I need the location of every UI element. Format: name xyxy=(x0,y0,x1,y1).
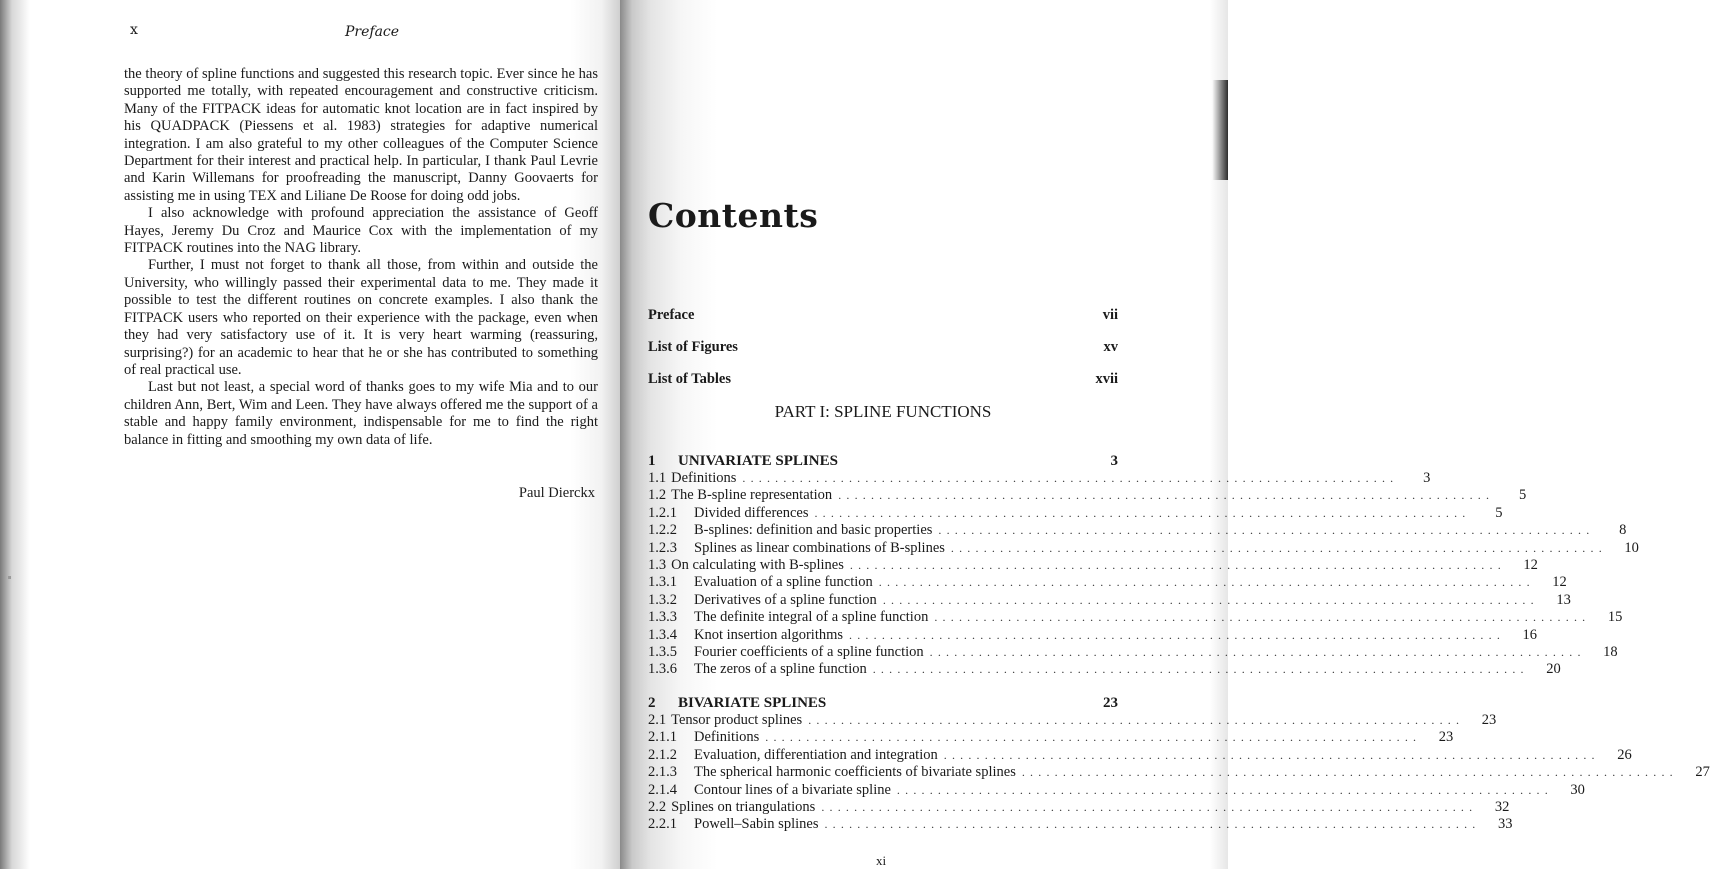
toc-entry-title: Definitions xyxy=(671,470,737,486)
toc-leader-dots: ................................................................................ xyxy=(896,782,1553,797)
contents-title: Contents xyxy=(648,196,819,235)
toc-entry-label xyxy=(648,470,736,487)
toc-entry-number: 1.3.5 xyxy=(648,643,677,660)
preface-paragraph: the theory of spline functions and suggested this research topic. Ever since he has supported me totally, with repeated encouragement and constructive criticism. Many of the FITPACK ideas for automatic knot location are in fact inspired by his QUADPACK (Piessens et al. 1983) strategies for adaptive numerical integration. I am also grateful to my other colleagues of the Computer Science Department for their interest and practical help. In particular, I thank Paul Levrie and Karin Willemans for proofreading the manuscript, Danny Goovaerts for assisting me in using TEX and Liliane De Roose for doing odd jobs. xyxy=(124,66,598,204)
toc-entry-page: 12 xyxy=(1523,556,1538,573)
toc-entry[interactable] xyxy=(648,609,1623,626)
toc-entry-number: 1.2.2 xyxy=(648,522,677,539)
toc-entry[interactable] xyxy=(648,539,1639,557)
toc-leader-dots: ................................................................................ xyxy=(934,610,1591,625)
toc-entry-number: 1.2.1 xyxy=(648,504,677,521)
toc-front-page: vii xyxy=(1102,307,1118,323)
toc-entry[interactable] xyxy=(648,781,1585,799)
toc-entry-title: The spherical harmonic coefficients of bivariate splines xyxy=(694,764,1016,781)
toc-entry[interactable] xyxy=(648,798,1510,816)
toc-leader-dots: ................................................................................ xyxy=(950,540,1607,555)
toc-entry-page: 27 xyxy=(1695,764,1710,781)
toc-entry-label xyxy=(648,712,802,729)
toc-entry-page: 16 xyxy=(1522,626,1538,643)
toc-entry-title: Tensor product splines xyxy=(671,712,803,728)
toc-entry-title: Powell–Sabin splines xyxy=(694,816,819,833)
toc-entry[interactable] xyxy=(648,764,1710,781)
toc-entry-page: 3 xyxy=(1423,470,1431,486)
toc-entry-label xyxy=(648,661,867,678)
toc-chapter-title: BIVARIATE SPLINES xyxy=(678,695,827,711)
toc-entry[interactable] xyxy=(648,556,1538,574)
toc-leader-dots: ................................................................................ xyxy=(814,505,1471,520)
toc-leader-dots: ................................................................................ xyxy=(742,471,1399,485)
toc-entry-title: Knot insertion algorithms xyxy=(694,626,844,643)
toc-entry-number: 2.1.3 xyxy=(648,764,677,781)
toc-front-matter-row[interactable] xyxy=(648,339,1118,356)
toc-entry[interactable] xyxy=(648,470,1431,487)
toc-leader-dots: ................................................................................ xyxy=(938,523,1595,538)
toc-entry[interactable] xyxy=(648,816,1513,833)
toc-entry[interactable] xyxy=(648,487,1527,504)
toc-entry-label xyxy=(648,487,832,504)
toc-entry-page: 18 xyxy=(1603,643,1618,660)
toc-entry-number: 1.3.1 xyxy=(648,574,677,591)
toc-entry-page: 8 xyxy=(1619,522,1627,539)
toc-entry-number: 1.1 xyxy=(648,470,667,486)
toc-entry[interactable] xyxy=(648,712,1497,729)
toc-chapter-title: UNIVARIATE SPLINES xyxy=(678,453,838,469)
toc-entry-title: On calculating with B-splines xyxy=(671,556,844,573)
toc-chapter-number: 1 xyxy=(648,453,656,469)
page-edge-shadow xyxy=(1212,80,1228,180)
left-page-number: x xyxy=(130,22,138,38)
toc-entry-title: Splines on triangulations xyxy=(671,798,816,815)
toc-entry-number: 1.3.6 xyxy=(648,661,677,678)
toc-chapter-page: 3 xyxy=(1110,453,1118,469)
toc-entry-page: 20 xyxy=(1546,661,1561,678)
toc-front-matter-row[interactable] xyxy=(648,307,1118,324)
preface-paragraph: Further, I must not forget to thank all those, from within and outside the University, who willingly passed their experimental data to me. They made it possible to test the different routines on concrete examples. I also thank the FITPACK users who reported on their experience with the package, even when they had very satisfactory use of it. It is very heart warming (reassuring, surprising?) for an academic to hear that he or she has contributed to something of real practical use. xyxy=(124,257,598,378)
toc-entry[interactable] xyxy=(648,626,1538,644)
toc-entry-number: 2.2 xyxy=(648,798,667,815)
toc-entry-title: Splines as linear combinations of B-splines xyxy=(694,539,945,556)
toc-entry-page: 32 xyxy=(1494,798,1510,815)
toc-entry-title: Divided differences xyxy=(694,504,809,521)
toc-leader-dots: ................................................................................ xyxy=(1021,765,1678,780)
toc-entry-title: The zeros of a spline function xyxy=(694,661,867,678)
toc-entry-page: 23 xyxy=(1481,712,1497,728)
toc-leader-dots: ................................................................................ xyxy=(808,713,1465,727)
toc-entry-number: 2.1.4 xyxy=(648,781,677,798)
toc-leader-dots: ................................................................................ xyxy=(849,557,1506,572)
toc-entry-title: Evaluation of a spline function xyxy=(694,574,873,591)
toc-entry-number: 1.3 xyxy=(648,556,667,573)
toc-entry[interactable] xyxy=(648,591,1571,609)
toc-entry-label xyxy=(648,574,873,591)
toc-front-matter-row[interactable] xyxy=(648,371,1118,388)
toc-entry-title: Fourier coefficients of a spline function xyxy=(694,643,924,660)
toc-leader-dots: ................................................................................ xyxy=(849,627,1506,642)
toc-entry-number: 1.2.3 xyxy=(648,539,677,556)
toc-entry-label xyxy=(648,747,938,764)
toc-entry-title: The definite integral of a spline function xyxy=(694,609,929,626)
toc-entry-label xyxy=(648,782,891,799)
toc-entry-label xyxy=(648,816,818,833)
toc-leader-dots: ................................................................................ xyxy=(882,592,1539,607)
toc-leader-dots: ................................................................................ xyxy=(838,488,1495,503)
toc-chapter-number: 2 xyxy=(648,695,656,711)
toc-entry-page: 33 xyxy=(1497,816,1513,833)
toc-front-page: xvii xyxy=(1095,371,1118,387)
toc-entry[interactable] xyxy=(648,661,1561,678)
toc-entry-page: 12 xyxy=(1552,574,1567,591)
toc-entry[interactable] xyxy=(648,574,1567,591)
preface-paragraph: Last but not least, a special word of thanks goes to my wife Mia and to our children Ann, Bert, Wim and Leen. They have always offered me the support of a stable and happy family environment, indispensable for me to find the right balance in fitting and smoothing my own data of life. xyxy=(124,379,598,448)
preface-body xyxy=(124,66,598,449)
toc-entry-number: 1.3.3 xyxy=(648,609,677,626)
toc-entry[interactable] xyxy=(648,746,1632,764)
preface-paragraph: I also acknowledge with profound appreciation the assistance of Geoff Hayes, Jeremy Du Croz and Maurice Cox with the implementation of my FITPACK routines into the NAG library. xyxy=(124,205,598,257)
toc-entry-label xyxy=(648,609,928,626)
toc-entry-title: B-splines: definition and basic properties xyxy=(694,522,933,539)
toc-entry-title: Derivatives of a spline function xyxy=(694,591,877,608)
toc-entry-title: Definitions xyxy=(694,729,760,746)
toc-entry-label xyxy=(648,627,843,644)
toc-entry-page: 23 xyxy=(1438,729,1454,746)
toc-leader-dots: ................................................................................ xyxy=(929,644,1586,659)
right-page-number: xi xyxy=(876,853,887,868)
toc-entry-title: Evaluation, differentiation and integration xyxy=(694,746,938,763)
toc-entry-page: 30 xyxy=(1570,781,1585,798)
toc-entry[interactable] xyxy=(648,729,1454,746)
toc-entry-number: 1.3.2 xyxy=(648,591,677,608)
toc-entry-number: 1.2 xyxy=(648,487,667,504)
toc-entry-number: 1.3.4 xyxy=(648,626,677,643)
toc-leader-dots: ................................................................................ xyxy=(943,747,1600,762)
toc-entry[interactable] xyxy=(648,522,1627,539)
toc-entry-title: The B-spline representation xyxy=(671,487,833,504)
toc-leader-dots: ................................................................................ xyxy=(878,575,1535,590)
toc-front-label: Preface xyxy=(648,307,695,323)
toc-entry-label xyxy=(648,729,759,746)
toc-chapter-label xyxy=(648,452,838,470)
toc-entry-number: 2.2.1 xyxy=(648,816,677,833)
author-signature: Paul Dierckx xyxy=(518,485,595,501)
toc-chapter-page: 23 xyxy=(1103,695,1118,711)
toc-entry-label xyxy=(648,557,844,574)
toc-entry-title: Contour lines of a bivariate spline xyxy=(694,781,891,798)
toc-chapter-label xyxy=(648,694,826,712)
toc-front-label: List of Tables xyxy=(648,371,731,387)
toc-chapter-heading[interactable] xyxy=(648,694,1118,712)
scan-speck xyxy=(8,576,11,579)
toc-entry-page: 5 xyxy=(1518,487,1527,504)
toc-entry-label xyxy=(648,592,877,609)
toc-entry-number: 2.1 xyxy=(648,712,667,728)
toc-leader-dots: ................................................................................ xyxy=(821,799,1478,814)
toc-leader-dots: ................................................................................ xyxy=(765,730,1422,745)
toc-entry-label xyxy=(648,522,932,539)
toc-leader-dots: ................................................................................ xyxy=(872,662,1529,677)
part-heading: PART I: SPLINE FUNCTIONS xyxy=(774,402,992,421)
toc-entry-page: 10 xyxy=(1624,539,1639,556)
toc-entry-number: 2.1.2 xyxy=(648,746,677,763)
toc-entry-label xyxy=(648,799,815,816)
toc-entry-number: 2.1.1 xyxy=(648,729,677,746)
toc-chapter xyxy=(648,452,1639,679)
toc-entry-label xyxy=(648,764,1016,781)
running-header: Preface xyxy=(345,24,400,40)
toc-chapter-heading[interactable] xyxy=(648,452,1118,470)
toc-entry[interactable] xyxy=(648,643,1618,661)
toc-entry-page: 5 xyxy=(1495,504,1503,521)
toc-entry-page: 15 xyxy=(1607,609,1623,626)
toc-front-label: List of Figures xyxy=(648,339,738,355)
toc-leader-dots: ................................................................................ xyxy=(824,817,1481,832)
toc-entry-page: 13 xyxy=(1556,591,1571,608)
toc-front-page: xv xyxy=(1103,339,1118,355)
toc-entry-label xyxy=(648,505,808,522)
toc-chapter xyxy=(648,694,1710,834)
toc-entry-page: 26 xyxy=(1617,746,1632,763)
toc-entry[interactable] xyxy=(648,504,1503,522)
toc-entry-label xyxy=(648,644,924,661)
toc-entry-label xyxy=(648,540,945,557)
